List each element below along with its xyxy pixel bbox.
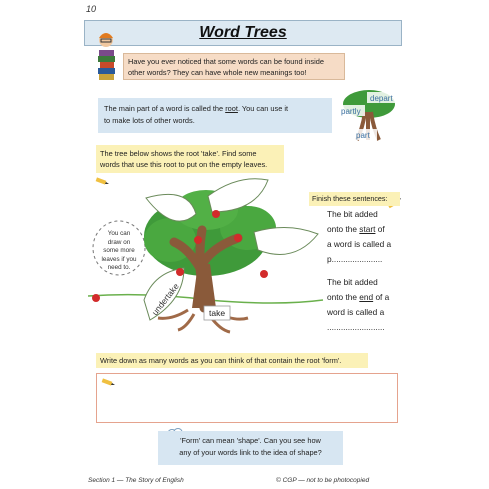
undertake-word: undertake bbox=[149, 281, 181, 318]
intro-line-1: Have you ever noticed that some words can be found inside bbox=[128, 57, 324, 66]
prefix-answer-line[interactable]: p...................... bbox=[327, 254, 383, 264]
finish-sentence-1: The bit added onto the start of a word is called a p...................... bbox=[327, 207, 407, 267]
form-question-line-1: 'Form' can mean 'shape'. Can you see how bbox=[180, 436, 321, 445]
form-question-line-2: any of your words link to the idea of shape? bbox=[179, 448, 322, 457]
intro-line-2: other words? They can have whole new meanings too! bbox=[128, 68, 307, 77]
mini-word-tree-illustration bbox=[327, 82, 407, 152]
suffix-answer-line[interactable]: ......................... bbox=[327, 322, 385, 332]
mini-tree-word-part: part bbox=[356, 131, 370, 140]
intro-speech-box bbox=[123, 53, 345, 80]
form-words-answer-box[interactable] bbox=[96, 373, 398, 423]
empty-leaf-3[interactable] bbox=[254, 227, 318, 254]
tree-instruction-line-1: The tree below shows the root 'take'. Find some bbox=[100, 149, 257, 158]
root-info-line-2: to make lots of other words. bbox=[104, 116, 195, 125]
mini-tree-word-depart: depart bbox=[370, 94, 393, 103]
page-title: Word Trees bbox=[199, 24, 287, 41]
draw-more-leaves-note: You can draw on some more leaves if you need to. bbox=[101, 230, 137, 271]
write-instruction-box: Write down as many words as you can think of that contain the root 'form'. bbox=[96, 353, 368, 368]
bookworm-character-illustration bbox=[90, 28, 122, 84]
root-term: root bbox=[225, 104, 238, 113]
finish-sentence-2: The bit added onto the end of a word is called a ......................... bbox=[327, 275, 407, 335]
form-shape-question-box bbox=[158, 431, 343, 465]
tree-instruction-line-2: words that use this root to put on the empty leaves. bbox=[100, 160, 268, 169]
footer-section-label: Section 1 — The Story of English bbox=[88, 477, 184, 484]
word-tree-illustration bbox=[88, 168, 328, 348]
title-bar bbox=[84, 20, 402, 46]
root-label-take: take bbox=[209, 308, 226, 318]
empty-leaf-2[interactable] bbox=[208, 179, 268, 212]
pencil-icon bbox=[100, 377, 116, 387]
root-info-line-1: The main part of a word is called the root. You can use it bbox=[104, 104, 289, 113]
mini-tree-word-partly: partly bbox=[341, 107, 361, 116]
page-number: 10 bbox=[86, 4, 97, 14]
footer-copyright: © CGP — not to be photocopied bbox=[276, 477, 370, 484]
root-info-box bbox=[98, 98, 332, 133]
tree-roots bbox=[158, 310, 248, 332]
finish-sentences-heading: Finish these sentences: bbox=[309, 192, 400, 206]
